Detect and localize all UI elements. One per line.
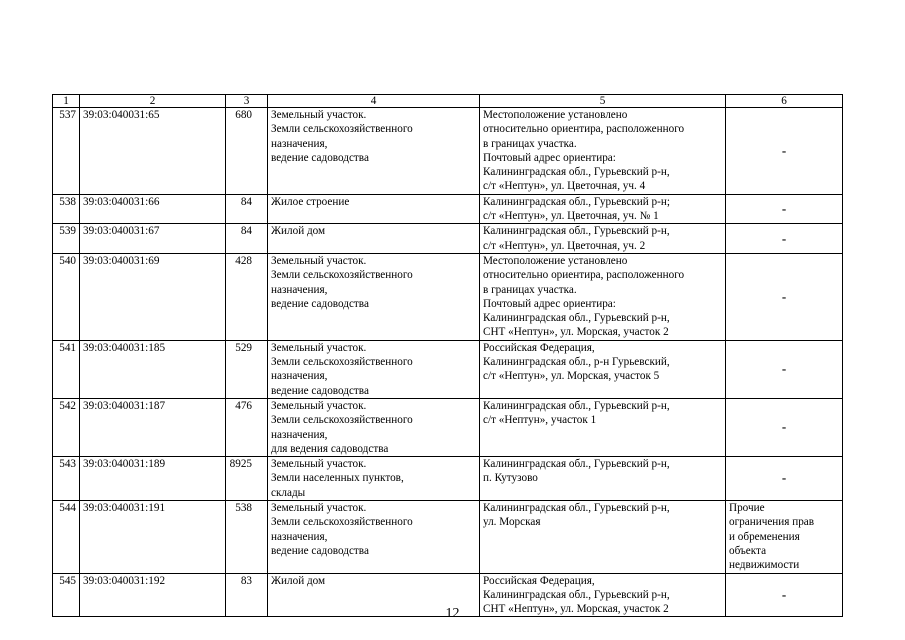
restrictions [726, 253, 843, 340]
object-address-line: Калининградская обл., Гурьевский р-н, [483, 458, 670, 471]
restrictions-line: - [781, 586, 787, 602]
restrictions [726, 340, 843, 398]
object-address [480, 224, 726, 254]
restrictions [726, 457, 843, 501]
restrictions-line: объекта [729, 544, 767, 557]
row-number: 537 [53, 108, 80, 195]
cadastral-number: 39:03:040031:67 [80, 224, 226, 254]
object-type-line: склады [271, 486, 306, 499]
object-address-line: Калининградская обл., Гурьевский р-н, [483, 166, 670, 179]
object-address-line: в границах участка. [483, 137, 577, 150]
table-row [53, 253, 843, 340]
restrictions [726, 398, 843, 456]
restrictions-line: - [781, 361, 787, 377]
object-type-line: Земли сельскохозяйственного [271, 414, 413, 427]
object-type [268, 501, 480, 573]
object-type-line: Жилой дом [271, 225, 326, 238]
object-type-line: для ведения садоводства [271, 442, 389, 455]
object-address-line: ул. Морская [483, 516, 541, 529]
object-address [480, 398, 726, 456]
area-value: 680 [226, 108, 268, 195]
restrictions [726, 501, 843, 573]
restrictions [726, 194, 843, 224]
cadastral-number: 39:03:040031:191 [80, 501, 226, 573]
cadastral-number: 39:03:040031:192 [80, 573, 226, 617]
object-address [480, 340, 726, 398]
object-type-line: Земли сельскохозяйственного [271, 123, 413, 136]
table-body [53, 108, 843, 617]
column-header-2: 2 [80, 95, 226, 108]
object-type [268, 340, 480, 398]
area-value: 529 [226, 340, 268, 398]
object-address-line: с/т «Нептун», ул. Цветочная, уч. 4 [483, 180, 646, 193]
area-value: 84 [226, 224, 268, 254]
row-number: 538 [53, 194, 80, 224]
object-address-line: Калининградская обл., Гурьевский р-н, [483, 312, 670, 325]
object-address-line: Калининградская обл., Гурьевский р-н, [483, 588, 670, 601]
area-value: 538 [226, 501, 268, 573]
object-address-line: СНТ «Нептун», ул. Морская, участок 2 [483, 603, 669, 616]
object-type [268, 457, 480, 501]
object-address-line: Калининградская обл., Гурьевский р-н, [483, 399, 670, 412]
area-value: 476 [226, 398, 268, 456]
object-type-line: Жилое строение [271, 195, 350, 208]
header-row [53, 95, 843, 108]
table-row [53, 194, 843, 224]
object-address [480, 194, 726, 224]
object-address-line: относительно ориентира, расположенного [483, 123, 685, 136]
row-number: 541 [53, 340, 80, 398]
cadastral-number: 39:03:040031:185 [80, 340, 226, 398]
object-type-line: ведение садоводства [271, 151, 369, 164]
table-row [53, 457, 843, 501]
object-address-line: с/т «Нептун», ул. Цветочная, уч. № 1 [483, 210, 659, 223]
row-number: 542 [53, 398, 80, 456]
row-number: 539 [53, 224, 80, 254]
object-address [480, 253, 726, 340]
column-header-6: 6 [726, 95, 843, 108]
row-number: 543 [53, 457, 80, 501]
object-address-line: Российская Федерация, [483, 574, 595, 587]
table-row [53, 398, 843, 456]
table-row [53, 340, 843, 398]
object-type-line: назначения, [271, 428, 328, 441]
object-address-line: СНТ «Нептун», ул. Морская, участок 2 [483, 326, 669, 339]
cadastral-number: 39:03:040031:189 [80, 457, 226, 501]
object-type-line: Земельный участок. [271, 399, 367, 412]
object-address-line: относительно ориентира, расположенного [483, 269, 685, 282]
cadastral-number: 39:03:040031:66 [80, 194, 226, 224]
object-address-line: Местоположение установлено [483, 254, 628, 267]
object-type-line: Земельный участок. [271, 109, 367, 121]
object-type-line: назначения, [271, 370, 328, 383]
column-header-1: 1 [53, 95, 80, 108]
page-number: 12 [445, 606, 460, 621]
object-address-line: с/т «Нептун», ул. Морская, участок 5 [483, 370, 660, 383]
restrictions [726, 224, 843, 254]
row-number: 540 [53, 253, 80, 340]
object-address-line: Местоположение установлено [483, 109, 628, 121]
restrictions-line: недвижимости [729, 559, 800, 572]
object-address-line: Калининградская обл., Гурьевский р-н; [483, 195, 670, 208]
property-table [52, 94, 843, 617]
document-page [52, 94, 842, 617]
object-type-line: ведение садоводства [271, 384, 369, 397]
object-type-line: Земли сельскохозяйственного [271, 269, 413, 282]
object-address-line: Калининградская обл., р-н Гурьевский, [483, 356, 670, 369]
object-type-line: Земельный участок. [271, 254, 367, 267]
object-address-line: п. Кутузово [483, 472, 538, 485]
column-header-4: 4 [268, 95, 480, 108]
object-type-line: Земли сельскохозяйственного [271, 356, 413, 369]
restrictions [726, 108, 843, 195]
column-header-5: 5 [480, 95, 726, 108]
object-address [480, 457, 726, 501]
area-value: 8925 [226, 457, 268, 501]
object-type-line: Земельный участок. [271, 458, 367, 471]
object-type [268, 224, 480, 254]
object-type-line: Земли населенных пунктов, [271, 472, 404, 485]
object-type [268, 108, 480, 195]
table-row [53, 224, 843, 254]
object-address-line: с/т «Нептун», ул. Цветочная, уч. 2 [483, 239, 646, 252]
object-address-line: Калининградская обл., Гурьевский р-н, [483, 502, 670, 515]
restrictions-line: ограничения прав [729, 516, 815, 529]
restrictions-line: - [781, 142, 787, 158]
restrictions-line: - [781, 288, 787, 304]
object-type-line: Земли сельскохозяйственного [271, 516, 413, 529]
object-address-line: Почтовый адрес ориентира: [483, 151, 616, 164]
restrictions-line: Прочие [729, 502, 765, 515]
object-address [480, 108, 726, 195]
object-type-line: Земельный участок. [271, 502, 367, 515]
restrictions-line: - [781, 419, 787, 435]
object-address-line: в границах участка. [483, 283, 577, 296]
restrictions-line: - [781, 230, 787, 246]
object-type [268, 253, 480, 340]
object-address-line: с/т «Нептун», участок 1 [483, 414, 597, 427]
area-value: 428 [226, 253, 268, 340]
column-header-3: 3 [226, 95, 268, 108]
table-row [53, 108, 843, 195]
object-type-line: назначения, [271, 137, 328, 150]
cadastral-number: 39:03:040031:187 [80, 398, 226, 456]
restrictions-line: - [781, 200, 787, 216]
object-type [268, 194, 480, 224]
object-address-line: Почтовый адрес ориентира: [483, 297, 616, 310]
restrictions-line: - [781, 470, 787, 486]
row-number: 544 [53, 501, 80, 573]
object-type-line: ведение садоводства [271, 544, 369, 557]
area-value: 83 [226, 573, 268, 617]
restrictions-line: и обременения [729, 530, 800, 543]
object-type [268, 398, 480, 456]
row-number: 545 [53, 573, 80, 617]
object-address [480, 501, 726, 573]
object-type-line: Земельный участок. [271, 341, 367, 354]
table-row [53, 501, 843, 573]
object-address-line: Калининградская обл., Гурьевский р-н, [483, 225, 670, 238]
object-type-line: Жилой дом [271, 574, 326, 587]
object-type-line: назначения, [271, 283, 328, 296]
area-value: 84 [226, 194, 268, 224]
object-address-line: Российская Федерация, [483, 341, 595, 354]
object-type-line: ведение садоводства [271, 297, 369, 310]
cadastral-number: 39:03:040031:65 [80, 108, 226, 195]
object-type-line: назначения, [271, 530, 328, 543]
cadastral-number: 39:03:040031:69 [80, 253, 226, 340]
